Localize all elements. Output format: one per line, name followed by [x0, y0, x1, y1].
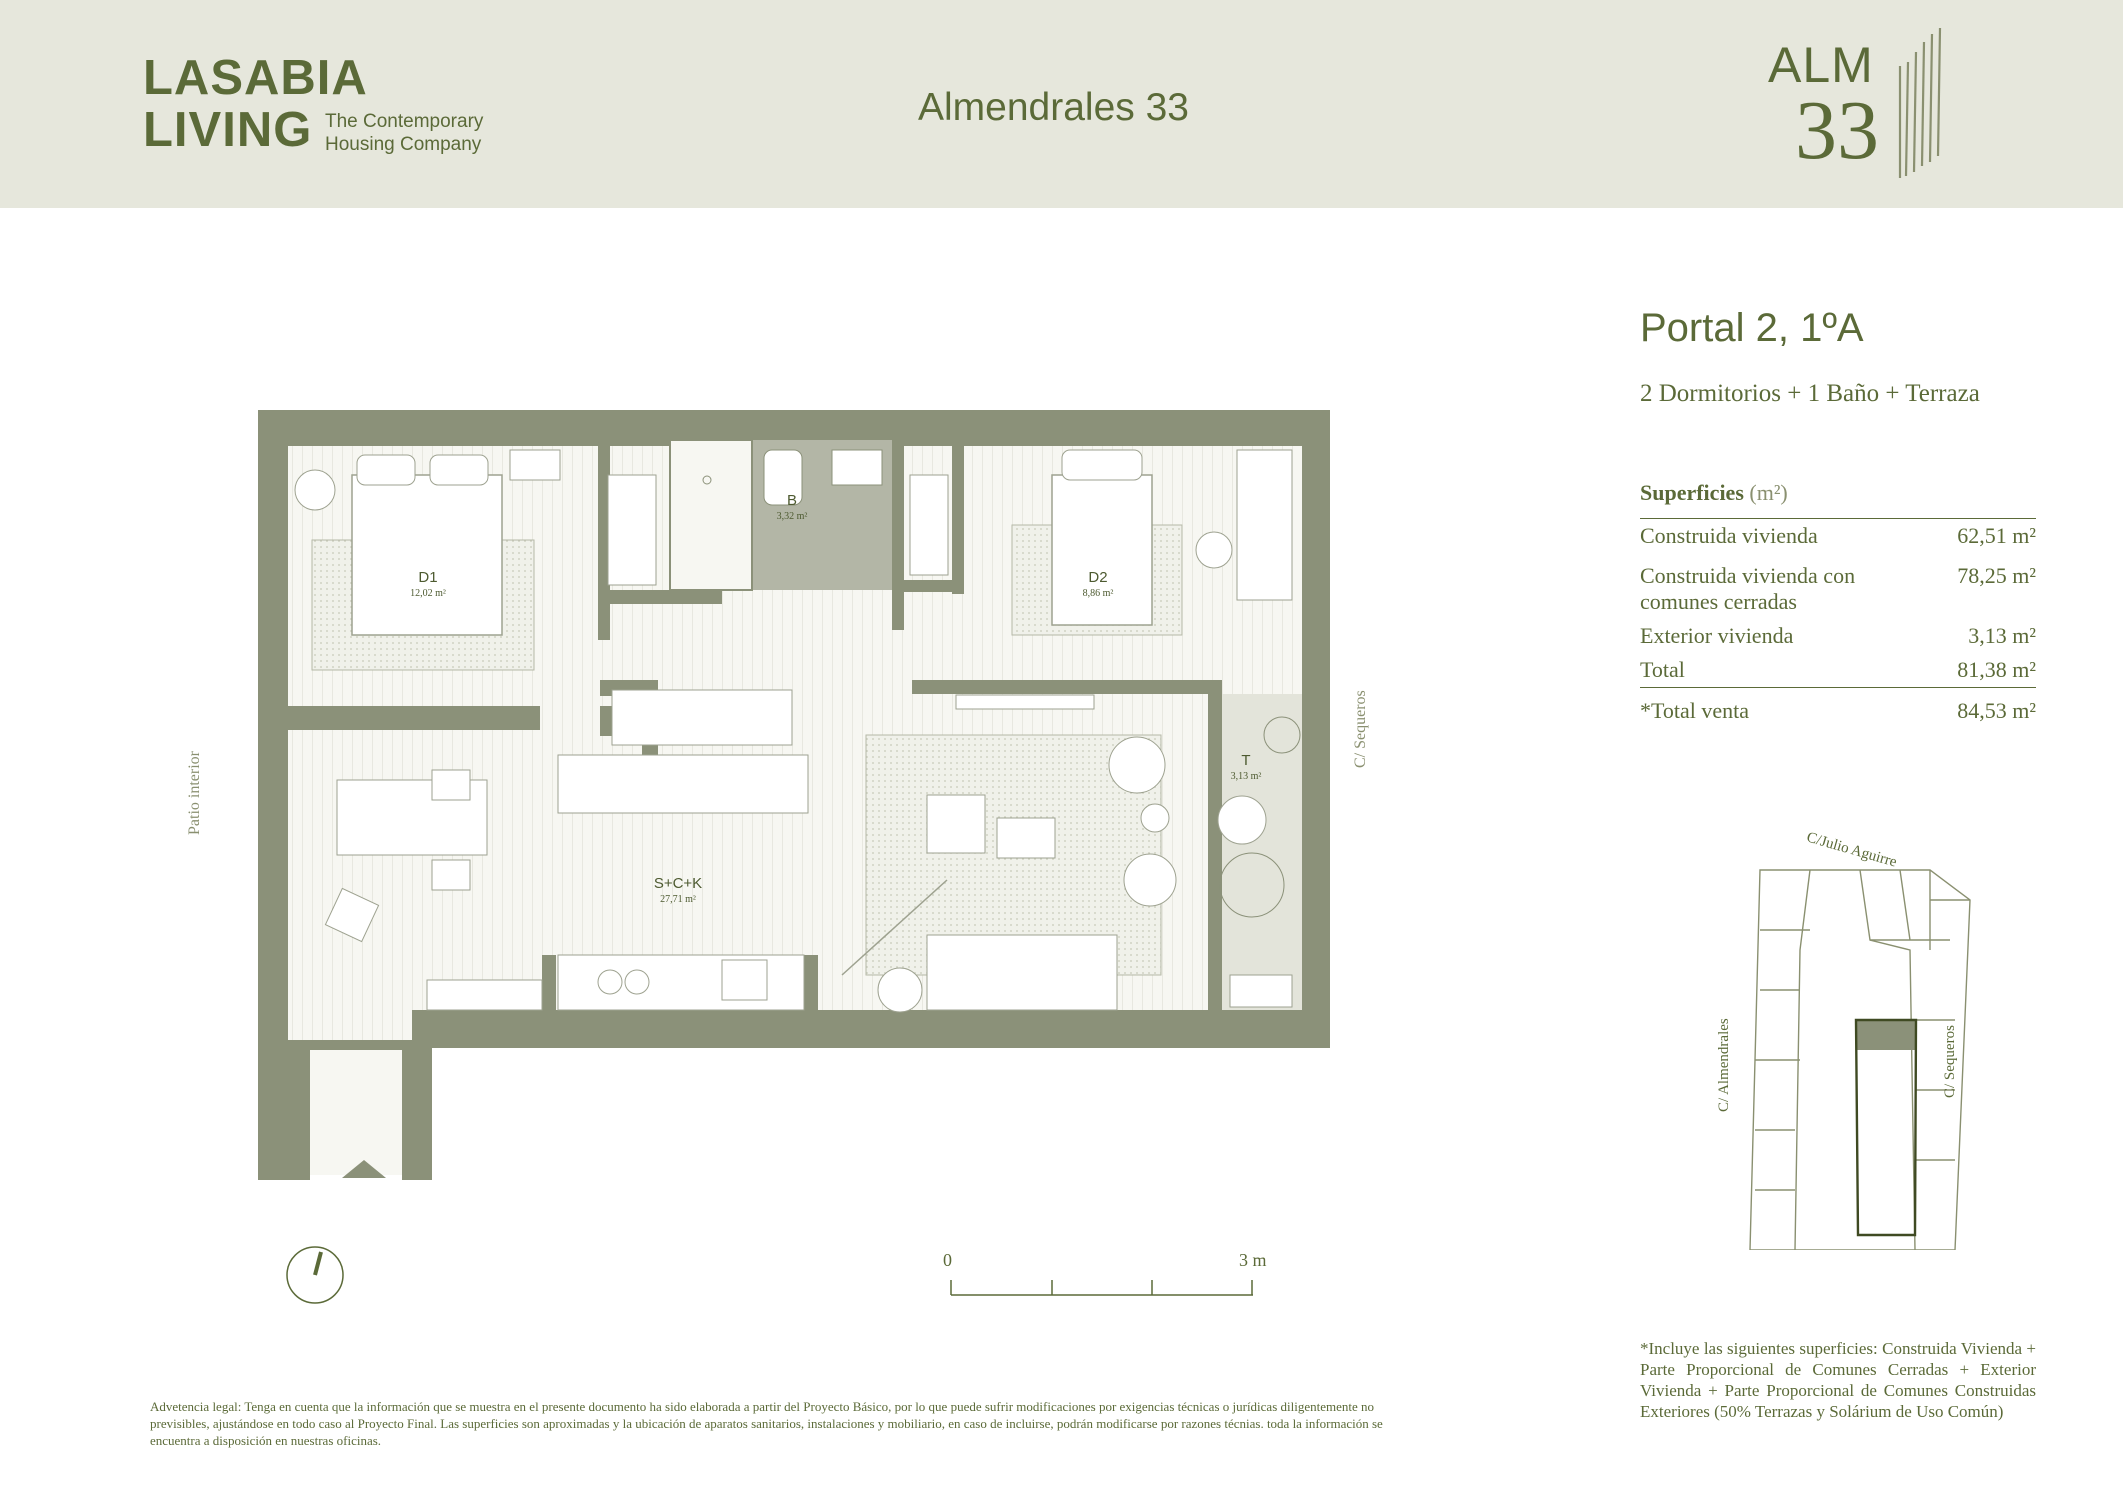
surface-row: [1640, 559, 2036, 619]
brand-tag-line2: Housing Company: [325, 134, 482, 155]
surface-label: *Total venta: [1640, 698, 1750, 723]
brand-logo: [143, 51, 484, 157]
scale-ruler: [943, 1276, 1253, 1298]
location-map-drawing: [1700, 830, 2030, 1250]
surface-row: [1640, 653, 2036, 688]
surfaces-heading-unit: (m²): [1749, 480, 1788, 505]
header-band: [0, 0, 2123, 208]
room-d1-area: 12,02 m²: [410, 588, 446, 599]
brand-line2: LIVING: [143, 103, 313, 157]
room-b-area: 3,32 m²: [776, 511, 808, 522]
location-map: [1700, 830, 2030, 1250]
floor-plan: [252, 400, 1352, 1190]
street-label-sequeros: C/ Sequeros: [1352, 690, 1369, 768]
scale-end: 3 m: [1239, 1250, 1267, 1270]
room-b-label: B: [786, 492, 798, 509]
location-street-left: C/ Almendrales: [1716, 1018, 1732, 1112]
surface-label: Construida vivienda: [1640, 523, 1818, 548]
unit-subtitle: 2 Dormitorios + 1 Baño + Terraza: [1640, 380, 1980, 407]
surface-row: [1640, 694, 2036, 728]
surface-value: 81,38 m²: [1957, 657, 2036, 682]
surface-label: Construida vivienda con comunes cerradas: [1640, 563, 1856, 614]
surfaces-heading: [1640, 480, 2036, 506]
room-t-area: 3,13 m²: [1230, 771, 1262, 782]
surface-row: [1640, 619, 2036, 653]
brand-tag-line1: The Contemporary: [325, 111, 484, 132]
room-d1-label: D1: [418, 569, 438, 586]
street-label-patio: Patio interior: [186, 751, 203, 835]
surfaces-table: [1640, 480, 2036, 728]
surface-row: [1640, 518, 2036, 553]
surface-label: Exterior vivienda: [1640, 623, 1794, 648]
location-street-top: C/Julio Aguirre: [1804, 829, 1899, 871]
brand-line1: LASABIA: [143, 51, 368, 105]
room-d2-label: D2: [1088, 569, 1108, 586]
room-scl-area: 27,71 m²: [660, 894, 696, 905]
surface-label: Total: [1640, 657, 1685, 682]
project-logo-text: ALM: [1768, 37, 1874, 93]
surfaces-heading-text: Superficies: [1640, 480, 1744, 505]
surface-value: 62,51 m²: [1957, 523, 2036, 548]
scale-bar: [943, 1250, 1283, 1310]
logo-bars-icon: [1896, 26, 1944, 178]
surface-footnote: *Incluye las siguientes superficies: Construida Vivienda + Parte Proporcional de Comunes Cerradas + Exterior Vivienda + Parte Proporcional de Comunes Construidas Exteriores (50% Terrazas y Solárium de Uso Común): [1640, 1339, 2036, 1421]
project-title: Almendrales 33: [918, 86, 1189, 129]
scale-start: 0: [943, 1250, 952, 1270]
room-d2-area: 8,86 m²: [1082, 588, 1114, 599]
brand-tagline: [325, 110, 483, 156]
surface-value: 3,13 m²: [1968, 623, 2036, 648]
unit-title: Portal 2, 1ºA: [1640, 306, 1864, 350]
surface-value: 84,53 m²: [1957, 698, 2036, 723]
location-street-right: C/ Sequeros: [1942, 1025, 1958, 1098]
project-logo-number: 33: [1795, 84, 1879, 177]
room-scl-label: S+C+K: [653, 875, 703, 892]
north-arrow-icon: [284, 1244, 346, 1306]
legal-notice: Advetencia legal: Tenga en cuenta que la información que se muestra en el presente documento ha sido elaborada a partir del Proyecto Básico, por lo que puede sufrir modificaciones por exigencias técnicas o jurídicas diligentemente no previsibles, ajustándose en todo caso al Proyecto Final. Las superficies son aproximadas y la ubicación de aparatos sanitarios, instalaciones y mobiliario, en caso de incluirse, podrán modificarse por razones técnias. toda la información se encuentra a disposición en nuestras oficinas.: [150, 1399, 1383, 1448]
room-t-label: T: [1241, 752, 1251, 769]
surface-value: 78,25 m²: [1957, 563, 2036, 588]
